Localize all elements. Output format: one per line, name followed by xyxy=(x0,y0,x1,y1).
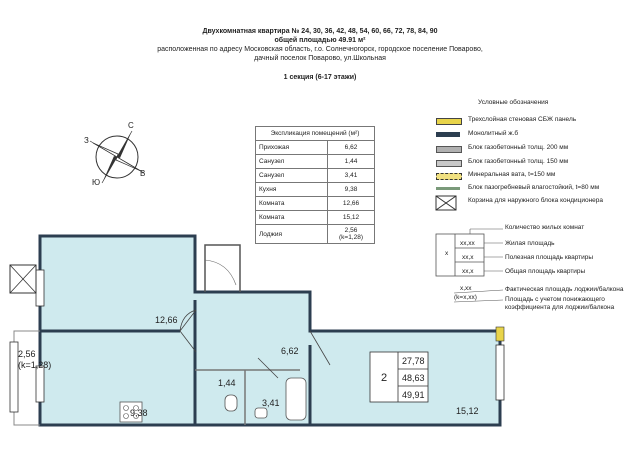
loggia-key-k: (k=x,xx) xyxy=(454,294,477,301)
room1-area: 12,66 xyxy=(155,315,178,325)
key-label: Жилая площадь xyxy=(505,240,555,247)
compass-rose-icon xyxy=(90,131,144,183)
loggia-key-value: x,xx xyxy=(460,285,472,292)
explication-row: Санузел 1,44 xyxy=(256,155,375,169)
legend-item: Блок газобетонный толщ. 150 мм xyxy=(468,158,569,165)
hall-fill xyxy=(195,292,310,370)
window xyxy=(496,345,504,400)
kitchen-fill xyxy=(40,331,195,425)
hall-area: 6,62 xyxy=(281,346,299,356)
address-line-1: расположенная по адресу Московская область, г.о. Солнечногорск, городское поселение Поварово, xyxy=(157,46,483,53)
compass-east-label: В xyxy=(140,169,146,178)
summary-rooms-count: 2 xyxy=(381,372,388,384)
window xyxy=(36,270,44,306)
summary-total-area: 49,91 xyxy=(402,390,425,400)
legend-item: Минеральная вата, t=150 мм xyxy=(468,171,556,178)
section-label: 1 секция (6-17 этажи) xyxy=(283,74,357,81)
room2-area: 15,12 xyxy=(456,406,479,416)
key-value: xx,x xyxy=(462,268,474,275)
kitchen-area: 9,38 xyxy=(130,408,148,418)
floor-plan xyxy=(10,236,504,425)
compass-west-label: З xyxy=(84,136,89,145)
sink-icon xyxy=(255,408,267,418)
explication-row: Лоджия 2,56 (k=1,28) xyxy=(256,225,375,244)
facade-panel xyxy=(496,327,504,341)
key-label: Количество жилых комнат xyxy=(505,224,585,231)
legend-key-box xyxy=(436,229,503,302)
total-area-title: общей площадью 49.91 м² xyxy=(274,37,366,44)
legend-item: Трехслойная стеновая СБЖ панель xyxy=(468,116,577,123)
compass-north-label: С xyxy=(128,121,134,130)
explication-title: Экспликация помещений (м²) xyxy=(256,127,375,141)
key-label: Полезная площадь квартиры xyxy=(505,254,594,261)
loggia-k: (k=1,28) xyxy=(18,360,52,370)
summary-useful-area: 48,63 xyxy=(402,373,425,383)
legend-item: Корзина для наружного блока кондиционера xyxy=(468,197,604,204)
summary-living-area: 27,78 xyxy=(402,356,425,366)
wc2-area: 3,41 xyxy=(262,398,280,408)
toilet-icon xyxy=(225,395,237,411)
legend-item: Монолитный ж.б xyxy=(468,130,519,137)
explication-row: Комната 15,12 xyxy=(256,211,375,225)
compass-south-label: Ю xyxy=(92,178,101,187)
key-label: Общая площадь квартиры xyxy=(505,268,586,275)
window xyxy=(10,342,18,412)
legend-item: Блок пазогребневый влагостойкий, t=80 мм xyxy=(468,184,600,191)
window xyxy=(36,366,44,402)
loggia-key-label: Фактическая площадь лоджии/балкона xyxy=(505,286,624,293)
explication-row: Кухня 9,38 xyxy=(256,183,375,197)
loggia-key-label: Площадь с учетом понижающего коэффициента для лоджии/балкона xyxy=(505,296,615,311)
address-line-2: дачный поселок Поварово, ул.Школьная xyxy=(254,55,386,62)
entrance-door-swing xyxy=(205,260,236,285)
key-x: x xyxy=(445,250,449,257)
key-value: xx,xx xyxy=(460,240,475,247)
entrance-walls xyxy=(205,245,240,292)
bathtub-icon xyxy=(286,378,306,420)
title: Двухкомнатная квартира № 24, 30, 36, 42, 48, 54, 60, 66, 72, 78, 84, 90 xyxy=(202,28,438,35)
legend-title: Условные обозначения xyxy=(478,99,549,106)
explication-row: Комната 12,66 xyxy=(256,197,375,211)
explication-row: Прихожая 6,62 xyxy=(256,141,375,155)
explication-row: Санузел 3,41 xyxy=(256,169,375,183)
loggia-area: 2,56 xyxy=(18,349,36,359)
wc1-area: 1,44 xyxy=(218,378,236,388)
key-value: xx,x xyxy=(462,254,474,261)
legend-item: Блок газобетонный толщ. 200 мм xyxy=(468,144,569,151)
